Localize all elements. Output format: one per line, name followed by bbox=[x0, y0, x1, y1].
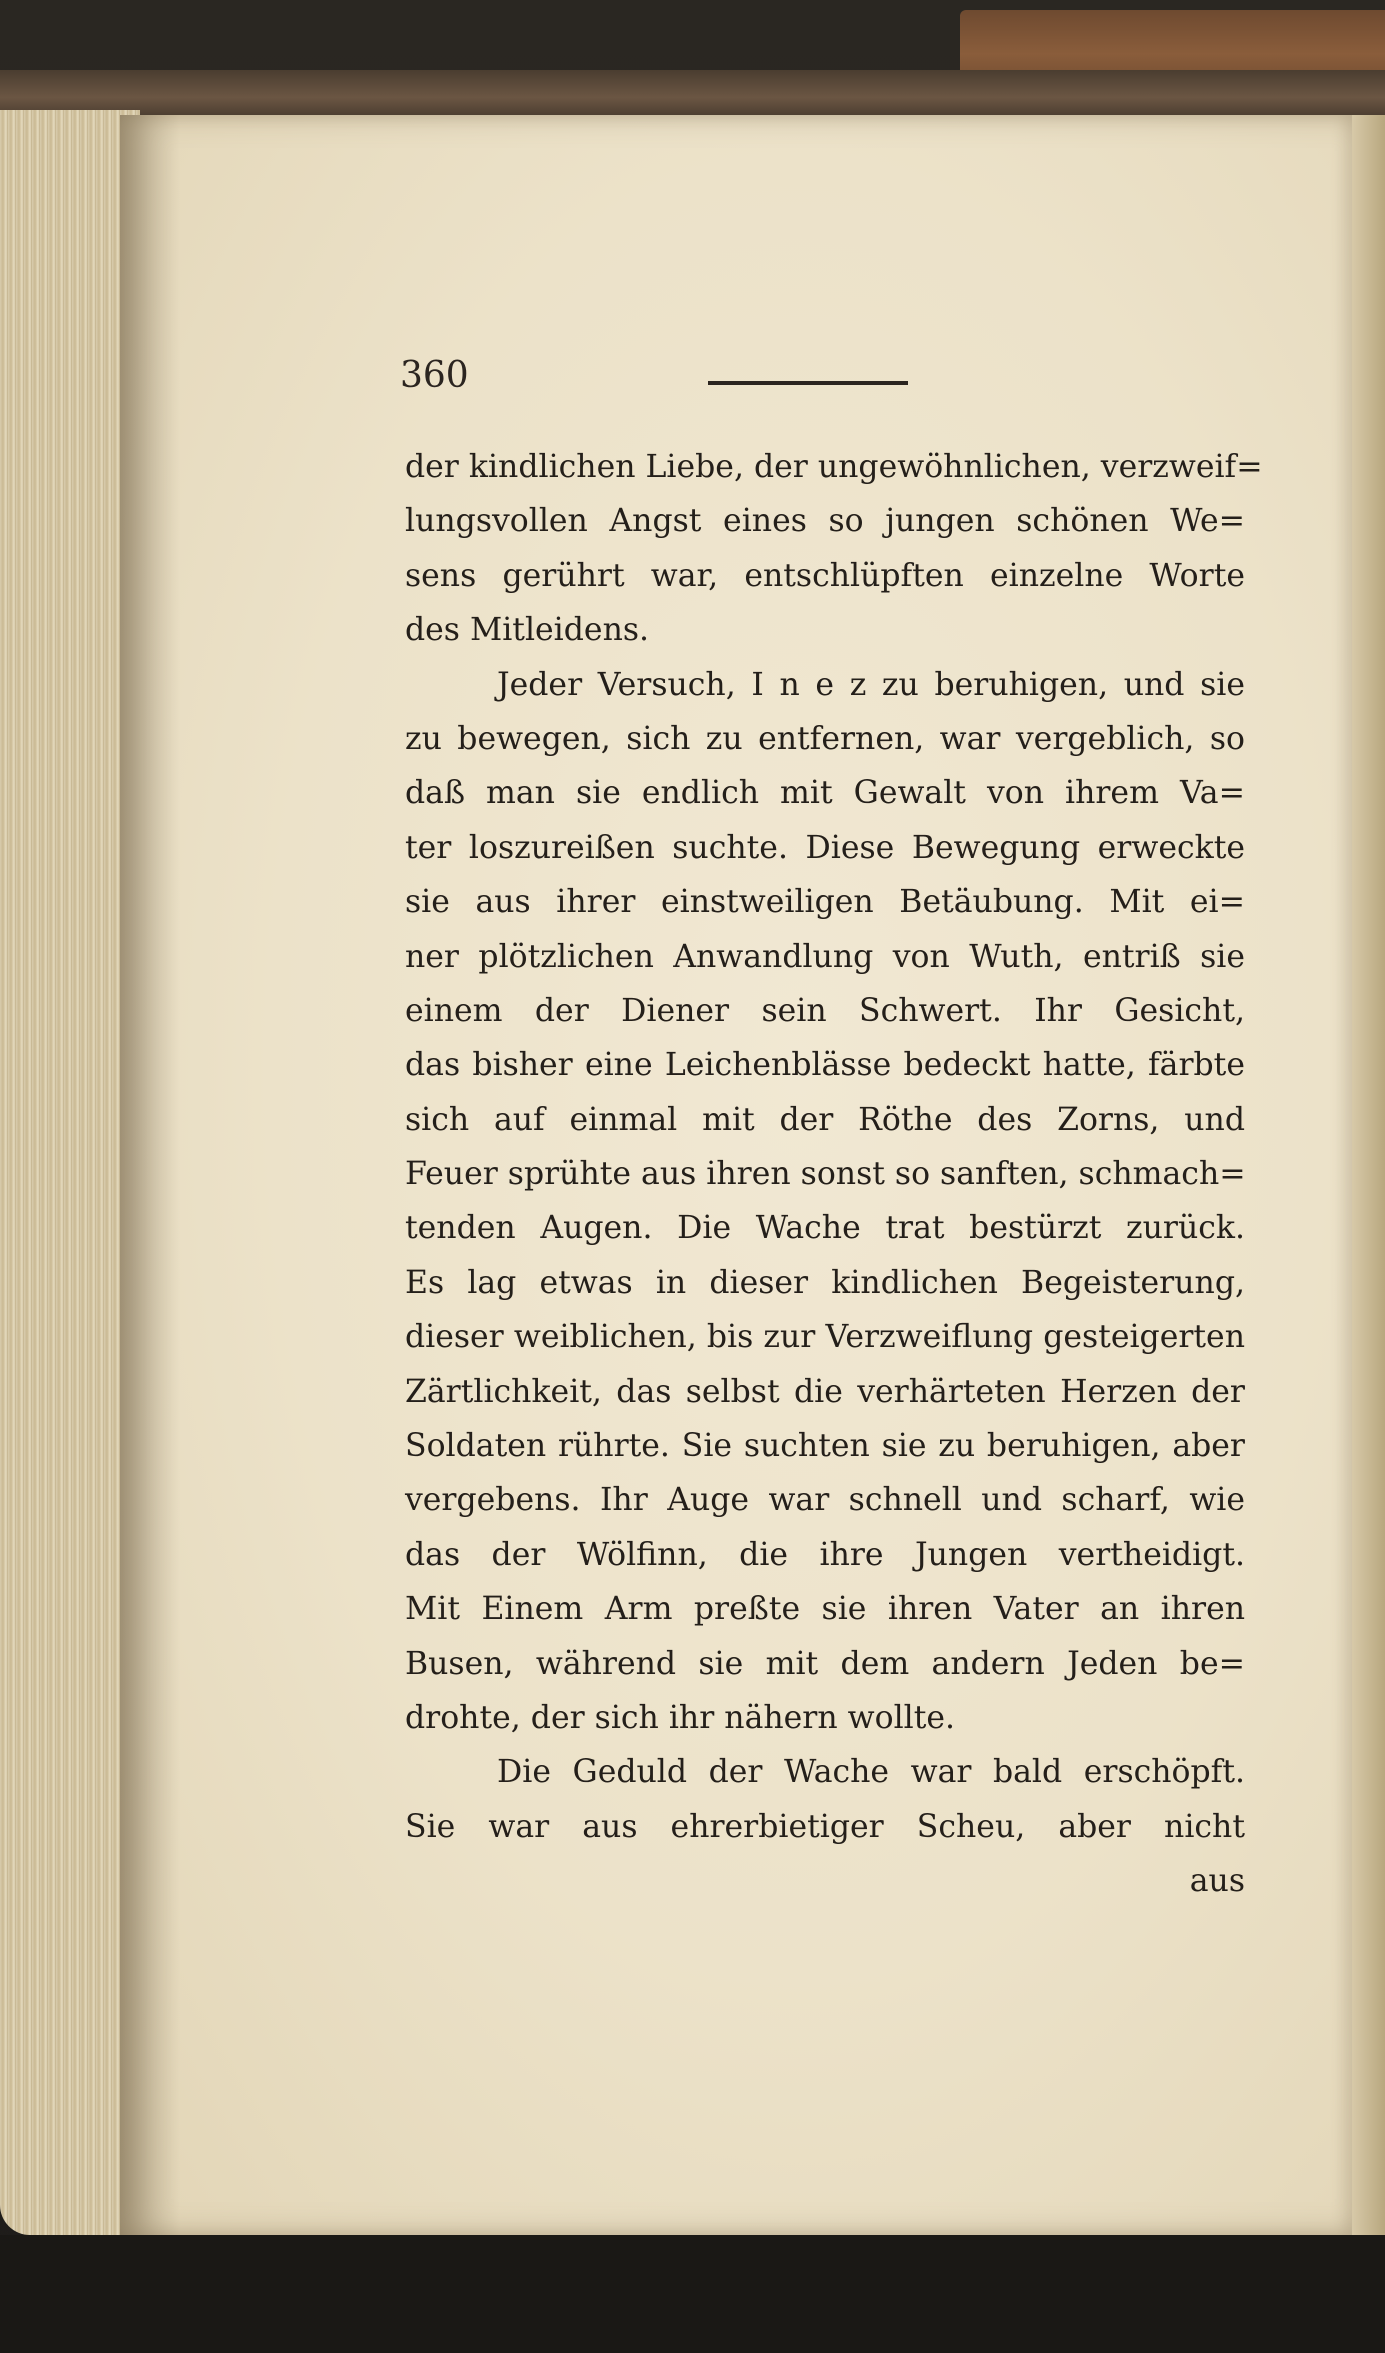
text-line: zu bewegen, sich zu entfernen, war vergeblich, so bbox=[405, 720, 1245, 757]
text-line: Mit Einem Arm preßte sie ihren Vater an ihren bbox=[405, 1591, 1245, 1628]
page-edges bbox=[0, 110, 140, 2235]
text-line: der kindlichen Liebe, der ungewöhnlichen, verzweif= bbox=[405, 449, 1263, 485]
text-line: einem der Diener sein Schwert. Ihr Gesicht, bbox=[405, 992, 1245, 1029]
text-line: lungsvollen Angst eines so jungen schönen We= bbox=[405, 503, 1245, 540]
text-line: Busen, während sie mit dem andern Jeden be= bbox=[405, 1645, 1245, 1682]
header-rule bbox=[708, 381, 908, 385]
text-line: Die Geduld der Wache war bald erschöpft. bbox=[497, 1754, 1245, 1791]
page-header bbox=[400, 355, 1260, 415]
text-line: sich auf einmal mit der Röthe des Zorns, und bbox=[405, 1101, 1245, 1138]
page-number: 360 bbox=[400, 355, 469, 396]
text-line: dieser weiblichen, bis zur Verzweiflung gesteigerten bbox=[405, 1319, 1245, 1356]
text-line: Es lag etwas in dieser kindlichen Begeisterung, bbox=[405, 1264, 1245, 1301]
text-line: Soldaten rührte. Sie suchten sie zu beruhigen, aber bbox=[405, 1428, 1245, 1465]
text-line: sens gerührt war, entschlüpften einzelne Worte bbox=[405, 557, 1245, 594]
gutter-shadow bbox=[120, 115, 180, 2235]
text-line: ner plötzlichen Anwandlung von Wuth, entriß sie bbox=[405, 938, 1245, 975]
text-line: das bisher eine Leichenblässe bedeckt hatte, färbte bbox=[405, 1047, 1245, 1084]
body-text bbox=[405, 440, 1263, 1909]
text-line: drohte, der sich ihr nähern wollte. bbox=[405, 1699, 956, 1736]
text-line: des Mitleidens. bbox=[405, 612, 650, 649]
text-line: aus bbox=[1189, 1863, 1245, 1900]
text-line: vergebens. Ihr Auge war schnell und scharf, wie bbox=[405, 1482, 1245, 1519]
text-line: das der Wölfinn, die ihre Jungen vertheidigt. bbox=[405, 1536, 1245, 1573]
text-line: Feuer sprühte aus ihren sonst so sanften, schmach= bbox=[405, 1156, 1246, 1193]
text-line: sie aus ihrer einstweiligen Betäubung. Mit ei= bbox=[405, 884, 1245, 921]
text-line: Zärtlichkeit, das selbst die verhärteten Herzen der bbox=[405, 1373, 1245, 1410]
text-line: ter loszureißen suchte. Diese Bewegung erweckte bbox=[405, 829, 1245, 866]
bottom-background bbox=[0, 2235, 1385, 2353]
text-line: Sie war aus ehrerbietiger Scheu, aber nicht bbox=[405, 1808, 1245, 1845]
text-line: daß man sie endlich mit Gewalt von ihrem Va= bbox=[405, 775, 1245, 812]
text-line: tenden Augen. Die Wache trat bestürzt zurück. bbox=[405, 1210, 1245, 1247]
text-line: Jeder Versuch, I n e z zu beruhigen, und sie bbox=[497, 666, 1245, 703]
page-right-edge bbox=[1352, 115, 1385, 2235]
